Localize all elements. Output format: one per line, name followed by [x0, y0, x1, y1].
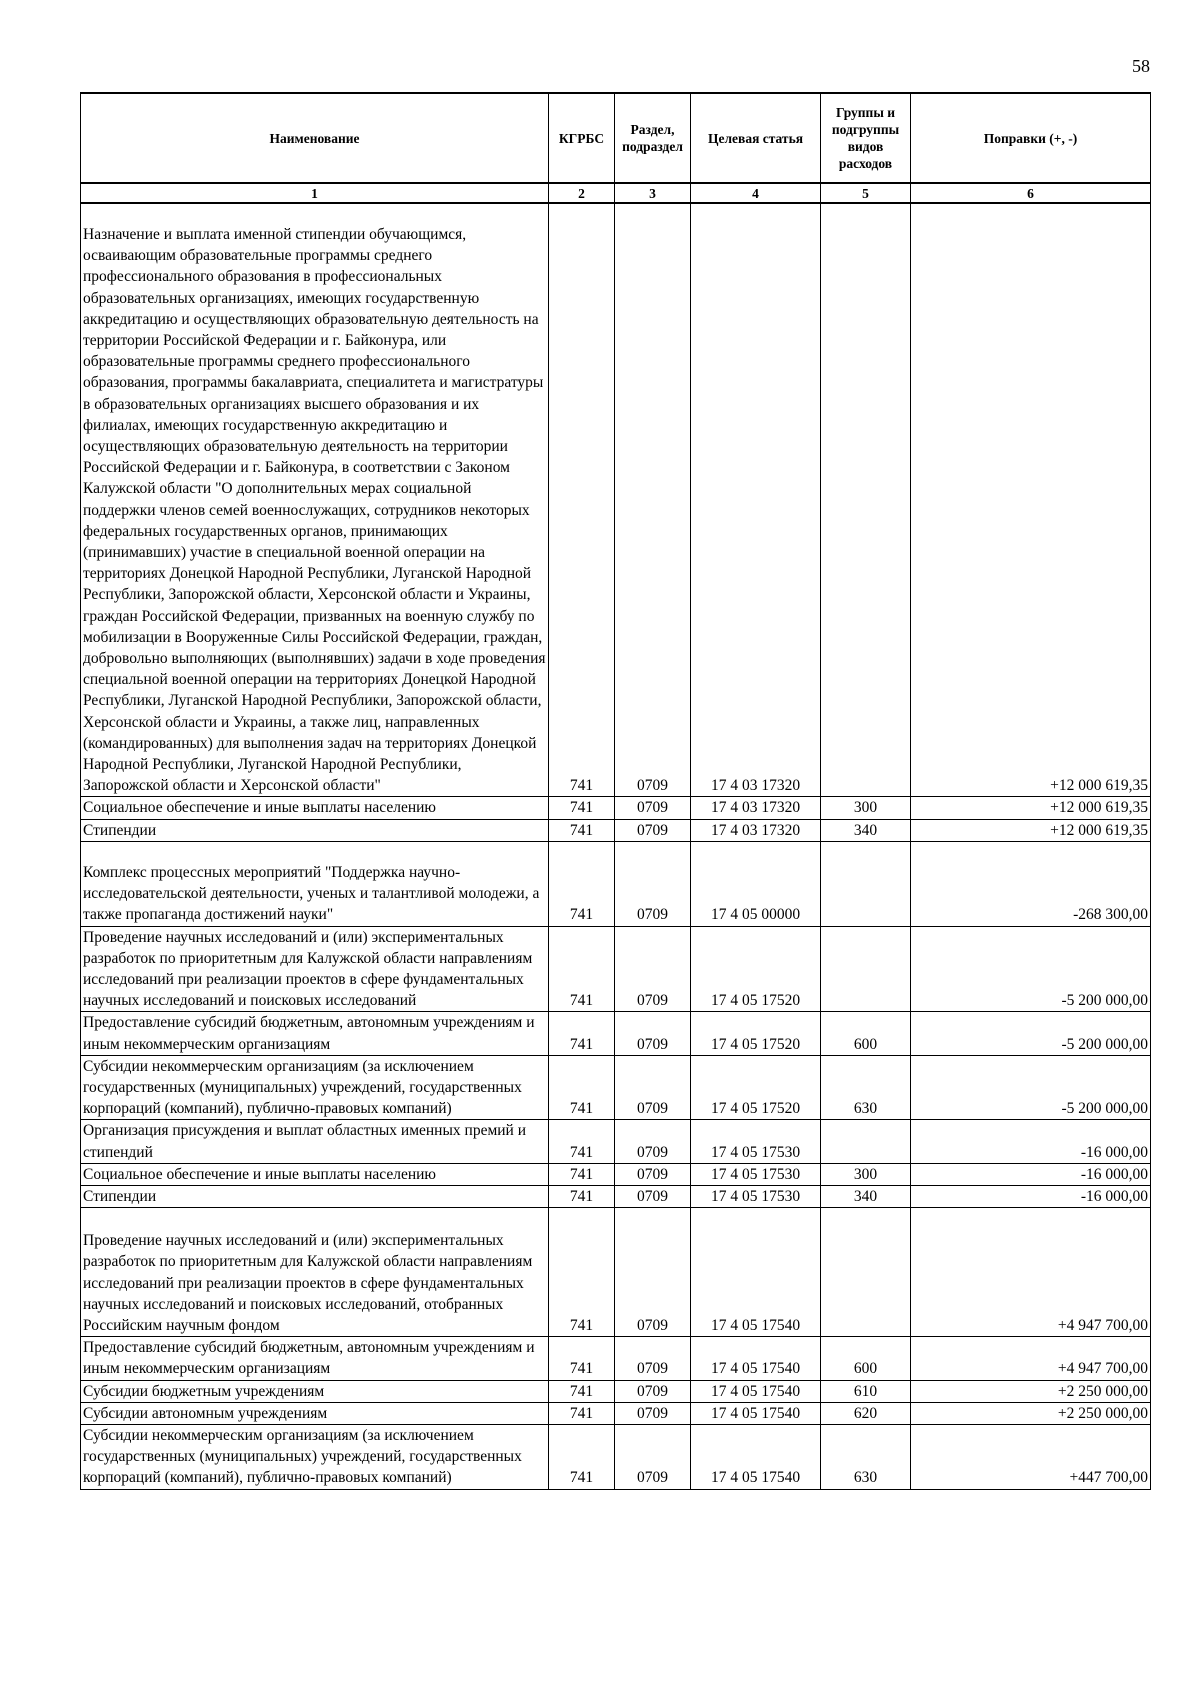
table-row	[81, 1337, 1151, 1380]
row-name: Социальное обеспечение и иные выплаты населению	[81, 797, 549, 819]
column-number: 1	[81, 183, 549, 203]
row-kgrbs: 741	[549, 841, 615, 926]
row-target: 17 4 03 17320	[691, 819, 821, 841]
column-header-target: Целевая статья	[691, 93, 821, 183]
row-amount: +12 000 619,35	[911, 797, 1151, 819]
row-amount: +4 947 700,00	[911, 1208, 1151, 1337]
row-target: 17 4 05 17530	[691, 1185, 821, 1207]
row-kgrbs: 741	[549, 1120, 615, 1163]
row-kgrbs: 741	[549, 1055, 615, 1120]
row-amount: -5 200 000,00	[911, 926, 1151, 1012]
row-kgrbs: 741	[549, 1208, 615, 1337]
row-target: 17 4 05 17530	[691, 1120, 821, 1163]
row-amount: -5 200 000,00	[911, 1055, 1151, 1120]
row-name: Назначение и выплата именной стипендии обучающимся, осваивающим образовательные программы среднего профессионального образования в профессиональных образовательных организациях, имеющих государственную аккредитацию и осуществляющих образовательную деятельность на территории Российской Федерации и г. Байконура, или образовательные программы среднего профессионального образования, программы бакалавриата, специалитета и магистратуры в образовательных организациях высшего образования и их филиалах, имеющих государственную аккредитацию и осуществляющих образовательную деятельность на территории Российской Федерации и г. Байконура, в соответствии с Законом Калужской области "О дополнительных мерах социальной поддержки членов семей военнослужащих, сотрудников некоторых федеральных государственных органов, принимающих (принимавших) участие в специальной военной операции на территориях Донецкой Народной Республики, Луганской Народной Республики, Запорожской области, Херсонской области и Украины, граждан Российской Федерации, призванных на военную службу по мобилизации в Вооруженные Силы Российской Федерации, граждан, добровольно выполняющих (выполнявших) задачи в ходе проведения специальной военной операции на территориях Донецкой Народной Республики, Луганской Народной Республики, Запорожской области, Херсонской области и Украины, а также лиц, направленных (командированных) для выполнения задач на территориях Донецкой Народной Республики, Луганской Народной Республики, Запорожской области и Херсонской области"	[81, 203, 549, 797]
row-name: Субсидии некоммерческим организациям (за исключением государственных (муниципальных) учреждений, государственных корпораций (компаний), публично-правовых компаний)	[81, 1055, 549, 1120]
row-section: 0709	[615, 1380, 691, 1402]
row-group: 630	[821, 1424, 911, 1489]
row-group: 600	[821, 1337, 911, 1380]
row-target: 17 4 05 17520	[691, 1012, 821, 1055]
row-section: 0709	[615, 1120, 691, 1163]
row-kgrbs: 741	[549, 1424, 615, 1489]
row-target: 17 4 05 17540	[691, 1424, 821, 1489]
row-section: 0709	[615, 1012, 691, 1055]
row-name: Стипендии	[81, 819, 549, 841]
table-row	[81, 1424, 1151, 1489]
row-target: 17 4 05 17540	[691, 1380, 821, 1402]
row-kgrbs: 741	[549, 1380, 615, 1402]
row-target: 17 4 03 17320	[691, 797, 821, 819]
row-name: Комплекс процессных мероприятий "Поддержка научно-исследовательской деятельности, ученых и талантливой молодежи, а также пропаганда достижений науки"	[81, 841, 549, 926]
table-row	[81, 797, 1151, 819]
table-row	[81, 1012, 1151, 1055]
row-name: Субсидии автономным учреждениям	[81, 1402, 549, 1424]
row-kgrbs: 741	[549, 1185, 615, 1207]
row-amount: +447 700,00	[911, 1424, 1151, 1489]
row-kgrbs: 741	[549, 1402, 615, 1424]
row-name: Организация присуждения и выплат областных именных премий и стипендий	[81, 1120, 549, 1163]
row-target: 17 4 05 17540	[691, 1402, 821, 1424]
row-amount: +12 000 619,35	[911, 203, 1151, 797]
column-header-amendments: Поправки (+, -)	[911, 93, 1151, 183]
row-kgrbs: 741	[549, 819, 615, 841]
row-kgrbs: 741	[549, 203, 615, 797]
row-name: Социальное обеспечение и иные выплаты населению	[81, 1163, 549, 1185]
row-group: 620	[821, 1402, 911, 1424]
row-section: 0709	[615, 1055, 691, 1120]
row-group: 300	[821, 1163, 911, 1185]
row-target: 17 4 03 17320	[691, 203, 821, 797]
row-amount: -16 000,00	[911, 1185, 1151, 1207]
row-section: 0709	[615, 797, 691, 819]
table-row	[81, 1402, 1151, 1424]
row-section: 0709	[615, 203, 691, 797]
row-target: 17 4 05 17520	[691, 1055, 821, 1120]
column-header-groups: Группы и подгруппы видов расходов	[821, 93, 911, 183]
row-group: 300	[821, 797, 911, 819]
row-target: 17 4 05 17530	[691, 1163, 821, 1185]
row-section: 0709	[615, 1185, 691, 1207]
row-name: Субсидии некоммерческим организациям (за исключением государственных (муниципальных) учреждений, государственных корпораций (компаний), публично-правовых компаний)	[81, 1424, 549, 1489]
row-amount: -268 300,00	[911, 841, 1151, 926]
row-target: 17 4 05 00000	[691, 841, 821, 926]
column-header-kgrbs: КГРБС	[549, 93, 615, 183]
row-amount: +12 000 619,35	[911, 819, 1151, 841]
table-row	[81, 1055, 1151, 1120]
row-group	[821, 926, 911, 1012]
row-section: 0709	[615, 926, 691, 1012]
row-group	[821, 1120, 911, 1163]
row-name: Субсидии бюджетным учреждениям	[81, 1380, 549, 1402]
budget-amendments-table	[80, 92, 1151, 1490]
column-number-row	[81, 183, 1151, 203]
table-row	[81, 841, 1151, 926]
row-group	[821, 1208, 911, 1337]
row-name: Стипендии	[81, 1185, 549, 1207]
column-header-section: Раздел, подраздел	[615, 93, 691, 183]
row-name: Проведение научных исследований и (или) экспериментальных разработок по приоритетным для Калужской области направлениям исследований при реализации проектов в сфере фундаментальных научных исследований и поисковых исследований	[81, 926, 549, 1012]
row-group: 340	[821, 819, 911, 841]
row-kgrbs: 741	[549, 1337, 615, 1380]
row-name: Проведение научных исследований и (или) экспериментальных разработок по приоритетным для Калужской области направлениям исследований при реализации проектов в сфере фундаментальных научных исследований и поисковых исследований, отобранных Российским научным фондом	[81, 1208, 549, 1337]
row-section: 0709	[615, 1402, 691, 1424]
row-section: 0709	[615, 1163, 691, 1185]
row-section: 0709	[615, 1208, 691, 1337]
table-row	[81, 1208, 1151, 1337]
table-row	[81, 203, 1151, 797]
row-amount: -16 000,00	[911, 1163, 1151, 1185]
row-section: 0709	[615, 1424, 691, 1489]
row-name: Предоставление субсидий бюджетным, автономным учреждениям и иным некоммерческим организациям	[81, 1012, 549, 1055]
row-amount: +2 250 000,00	[911, 1380, 1151, 1402]
row-amount: +2 250 000,00	[911, 1402, 1151, 1424]
row-kgrbs: 741	[549, 797, 615, 819]
table-row	[81, 926, 1151, 1012]
row-amount: -16 000,00	[911, 1120, 1151, 1163]
column-number: 3	[615, 183, 691, 203]
row-kgrbs: 741	[549, 926, 615, 1012]
table-header-row	[81, 93, 1151, 183]
row-group: 610	[821, 1380, 911, 1402]
row-kgrbs: 741	[549, 1012, 615, 1055]
row-target: 17 4 05 17540	[691, 1208, 821, 1337]
column-number: 5	[821, 183, 911, 203]
column-number: 4	[691, 183, 821, 203]
row-kgrbs: 741	[549, 1163, 615, 1185]
page-number: 58	[1132, 56, 1150, 76]
row-group: 340	[821, 1185, 911, 1207]
table-row	[81, 1380, 1151, 1402]
row-target: 17 4 05 17540	[691, 1337, 821, 1380]
row-name: Предоставление субсидий бюджетным, автономным учреждениям и иным некоммерческим организациям	[81, 1337, 549, 1380]
row-amount: +4 947 700,00	[911, 1337, 1151, 1380]
row-group: 630	[821, 1055, 911, 1120]
row-target: 17 4 05 17520	[691, 926, 821, 1012]
column-number: 2	[549, 183, 615, 203]
table-row	[81, 819, 1151, 841]
table-row	[81, 1185, 1151, 1207]
column-number: 6	[911, 183, 1151, 203]
table-row	[81, 1163, 1151, 1185]
table-row	[81, 1120, 1151, 1163]
row-group	[821, 841, 911, 926]
row-amount: -5 200 000,00	[911, 1012, 1151, 1055]
row-section: 0709	[615, 841, 691, 926]
column-header-name: Наименование	[81, 93, 549, 183]
row-section: 0709	[615, 819, 691, 841]
row-section: 0709	[615, 1337, 691, 1380]
row-group	[821, 203, 911, 797]
row-group: 600	[821, 1012, 911, 1055]
